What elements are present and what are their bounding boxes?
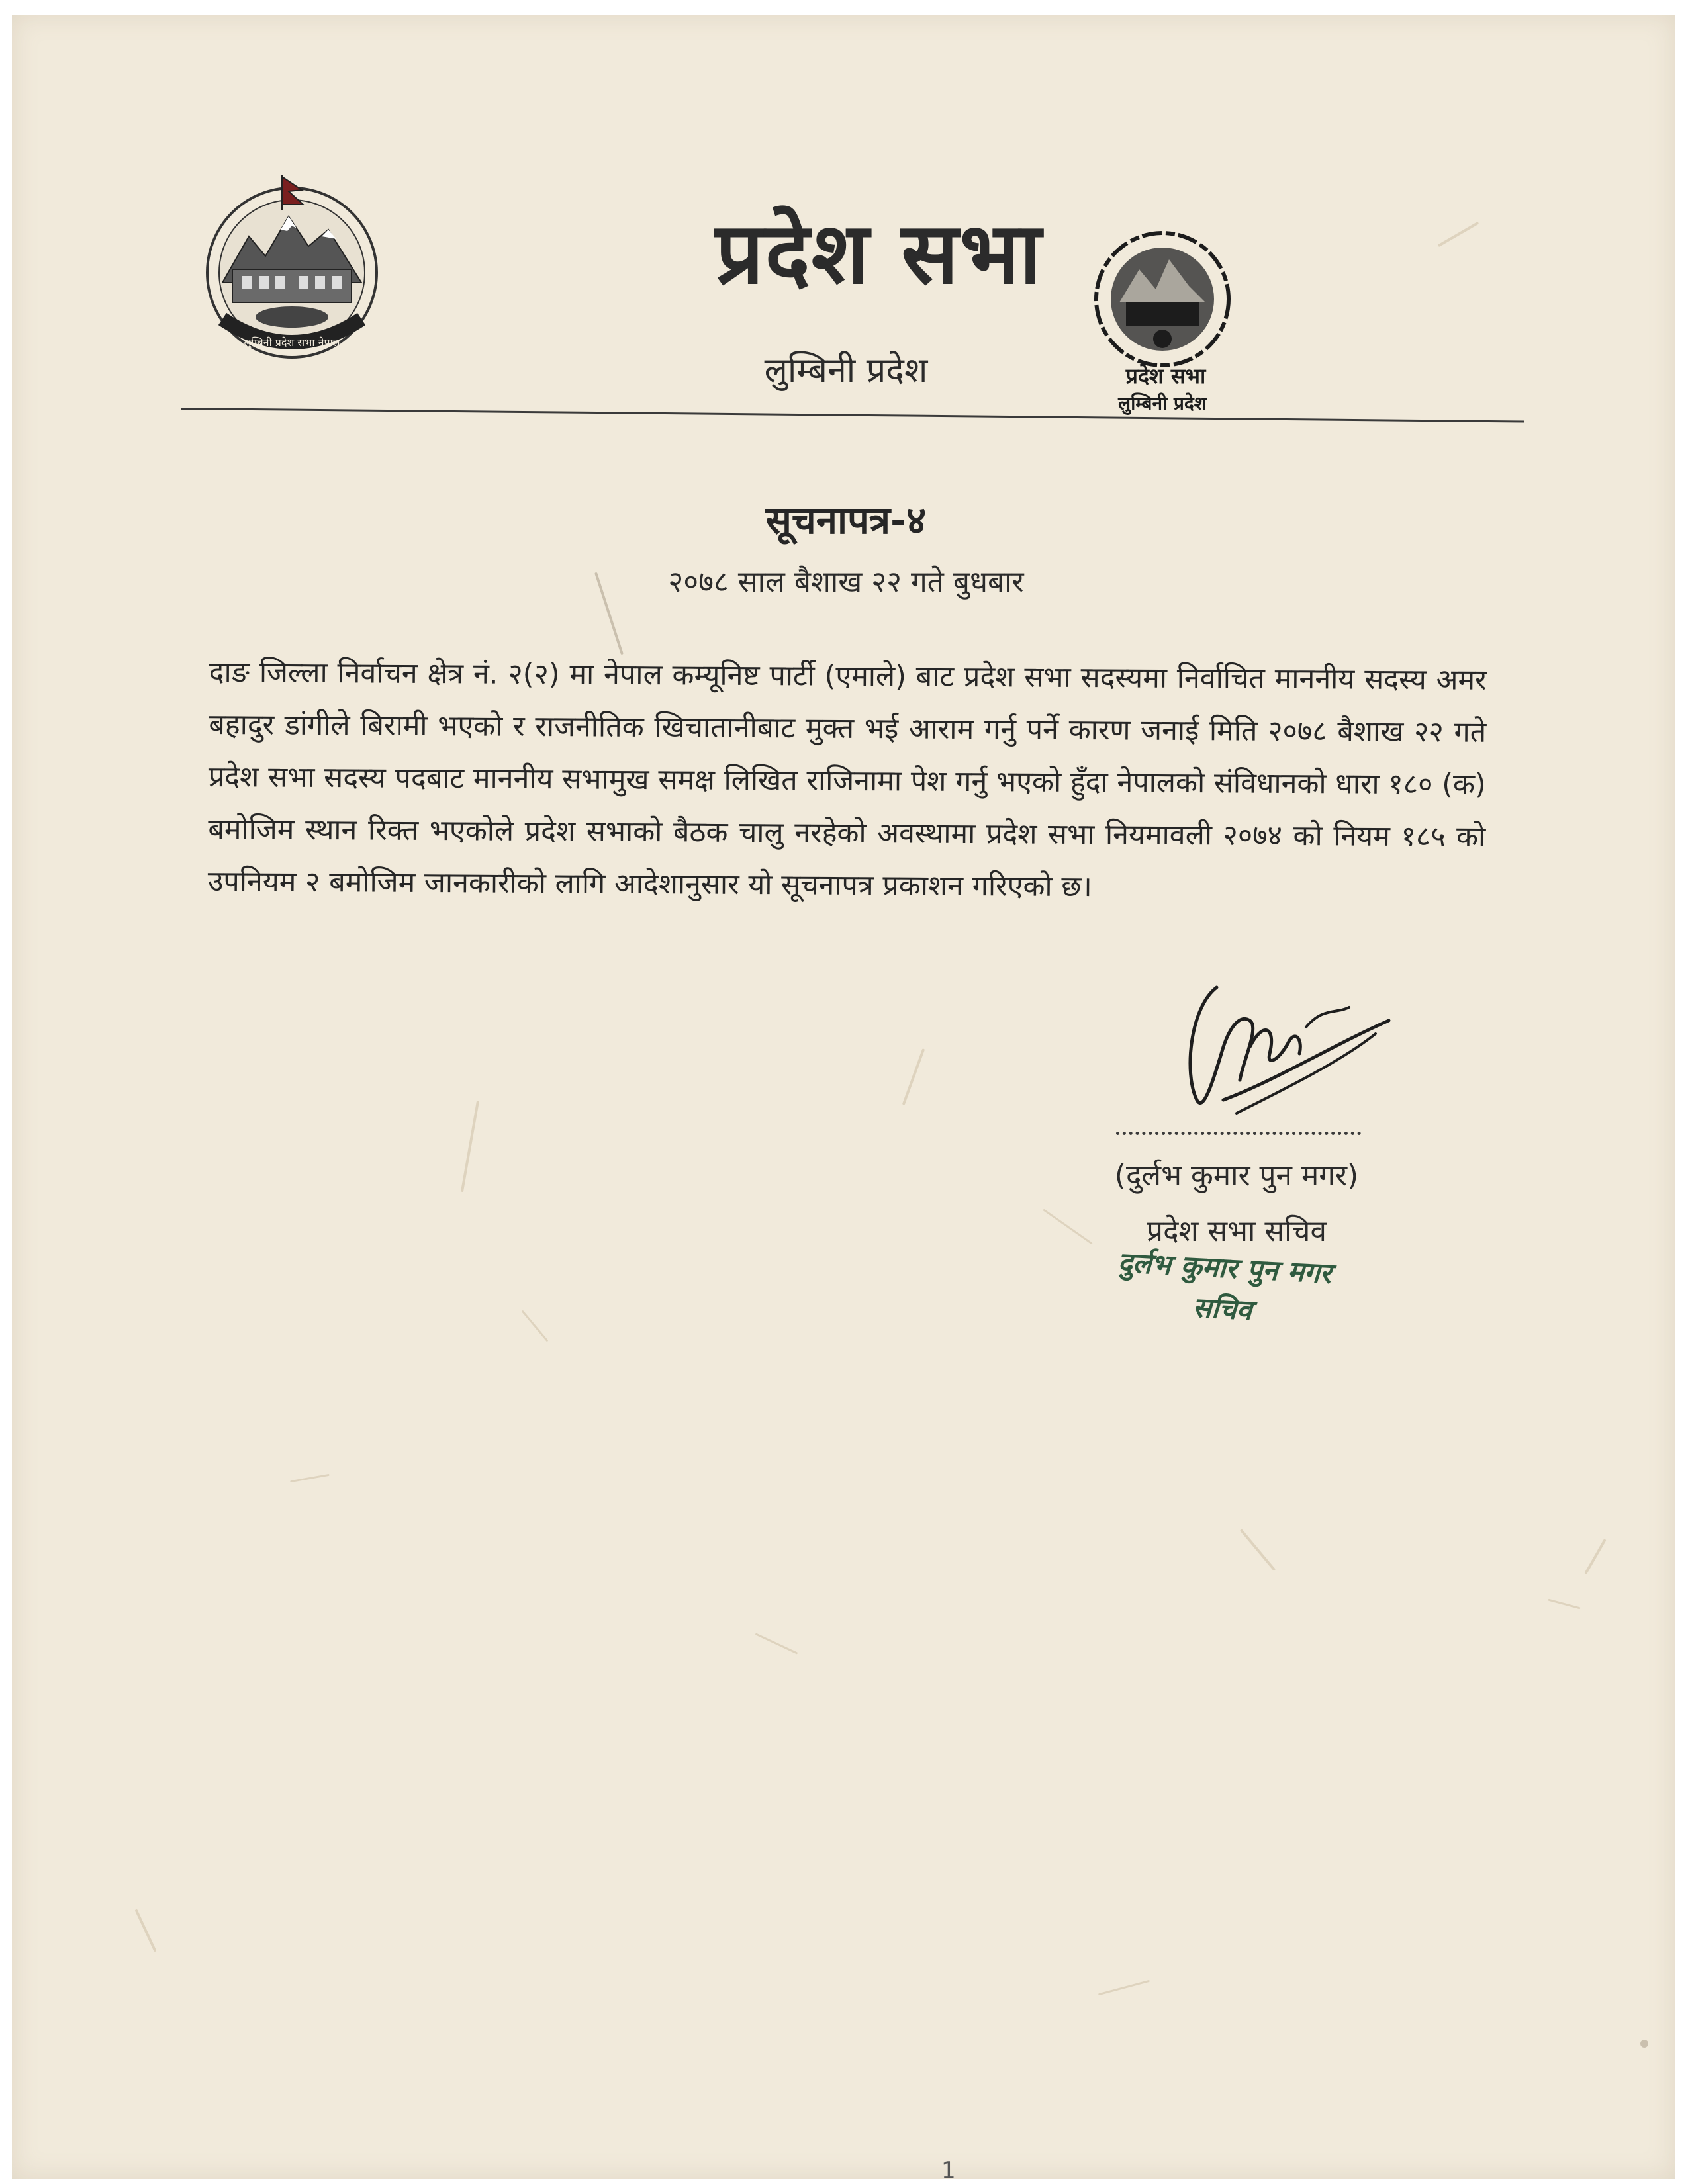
signature-line (1116, 1132, 1361, 1135)
paper-fiber (134, 1909, 156, 1952)
paper-fiber (755, 1633, 798, 1654)
paper-fiber (1438, 222, 1479, 247)
page-title: प्रदेश सभा (715, 205, 1043, 303)
paper-fiber (290, 1474, 330, 1482)
handwritten-signature (1177, 968, 1395, 1126)
paper-fiber (522, 1310, 549, 1342)
notice-date: २०७८ साल बैशाख २२ गते बुधबार (668, 565, 1024, 599)
emblem-ribbon-text: लुम्बिनी प्रदेश सभा नेपाल (244, 336, 340, 349)
paper-fiber (1548, 1599, 1580, 1610)
paper-fiber (461, 1101, 479, 1193)
paper-fiber (1584, 1539, 1606, 1574)
seal-line-2: लुम्बिनी प्रदेश (1118, 392, 1207, 414)
page-subtitle: लुम्बिनी प्रदेश (764, 351, 928, 390)
seal-line-1: प्रदेश सभा (1125, 363, 1206, 388)
notice-title: सूचनापत्र-४ (765, 498, 927, 543)
page-mark: 1 (941, 2158, 956, 2179)
document-page (12, 15, 1675, 2179)
paper-fiber (1098, 1980, 1150, 1996)
secretary-name-stamp (1098, 1246, 1349, 1338)
office-seal-stamp (1090, 230, 1248, 422)
stamp-title: सचिव (1192, 1291, 1253, 1327)
notice-body: दाङ जिल्ला निर्वाचन क्षेत्र नं. २(२) मा नेपाल कम्यूनिष्ट पार्टी (एमाले) बाट प्रदेश सभा सदस्यमा निर्वाचित माननीय सदस्य अमर बहादुर डांगीले बिरामी भएको र राजनीतिक खिचातानीबाट मुक्त भई आराम गर्नु पर्ने कारण जनाई मिति २०७८ बैशाख २२ गते प्रदेश सभा सदस्य पदबाट माननीय सभामुख समक्ष लिखित राजिनामा पेश गर्नु भएको हुँदा नेपालको संविधानको धारा १८० (क) बमोजिम स्थान रिक्त भएकोले प्रदेश सभाको बैठक चालु नरहेको अवस्थामा प्रदेश सभा नियमावली २०७४ को नियम १८५ को उपनियम २ बमोजिम जानकारीको लागि आदेशानुसार यो सूचनापत्र प्रकाशन गरिएको छ। (207, 655, 1487, 904)
paper-fiber (1240, 1529, 1276, 1571)
signatory-name: (दुर्लभ कुमार पुन मगर) (1114, 1159, 1359, 1193)
assembly-emblem-logo (196, 170, 388, 362)
stamp-name: दुर्लभ कुमार पुन मगर (1117, 1246, 1333, 1290)
paper-fiber (902, 1048, 925, 1105)
header-divider (181, 408, 1524, 422)
signatory-title: प्रदेश सभा सचिव (1147, 1214, 1327, 1248)
paper-fiber (1640, 2040, 1648, 2048)
